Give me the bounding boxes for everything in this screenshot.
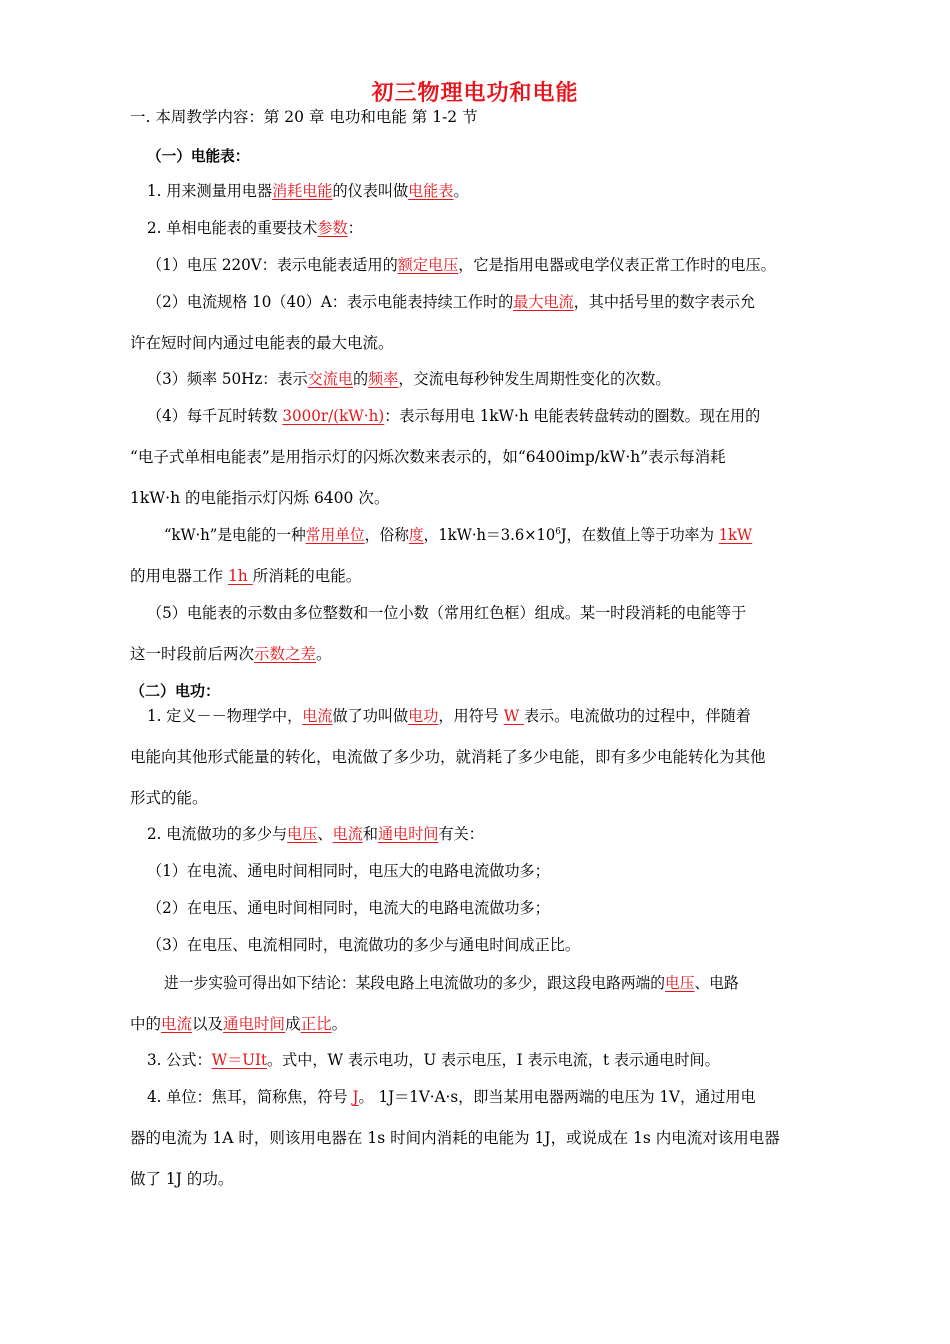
keyword: 交流电: [307, 370, 354, 388]
intro-line: 一. 本周教学内容：第 20 章 电功和电能 第 1-2 节: [130, 108, 478, 126]
paragraph-s1-2: 2. 单相电能表的重要技术参数：: [147, 219, 363, 237]
paragraph-s1-5: （3）频率 50Hz：表示交流电的频率，交流电每秒钟发生周期性变化的次数。: [147, 370, 671, 388]
keyword: 1h: [227, 567, 253, 585]
keyword: 电能表: [408, 182, 454, 200]
keyword: W: [503, 707, 525, 725]
section-1-heading: （一）电能表：: [147, 147, 250, 165]
keyword: 度: [408, 526, 424, 544]
keyword: 常用单位: [305, 526, 365, 544]
keyword: 消耗电能: [272, 182, 333, 200]
section-2-heading: （二）电功：: [130, 682, 221, 700]
keyword: 电流: [332, 825, 363, 843]
paragraph-s1-4: （2）电流规格 10（40）A：表示电能表持续工作时的最大电流，其中括号里的数字表示允: [147, 293, 756, 311]
paragraph-s1-8-cont: 这一时段前后两次示数之差。: [130, 645, 332, 663]
paragraph-s2-3: （1）在电流、通电时间相同时，电压大的电路电流做功多；: [147, 862, 550, 880]
keyword: 电流: [302, 707, 333, 725]
keyword: 电功: [408, 707, 439, 725]
paragraph-s1-8: （5）电能表的示数由多位整数和一位小数（常用红色框）组成。某一时段消耗的电能等于: [147, 604, 747, 622]
keyword: 示数之差: [254, 645, 317, 663]
paragraph-s2-1-cont2: 形式的能。: [130, 789, 208, 807]
keyword: W＝UIt: [211, 1051, 268, 1069]
paragraph-s1-7: “kW·h”是电能的一种常用单位，俗称度，$1kW\cdot h=3.6\times 10^6J$，在数值上等于功率为 1kW: [164, 526, 753, 544]
paragraph-s2-7: 3. 公式：W＝UIt。式中，W 表示电功，U 表示电压，I 表示电流，t 表示通电时间。: [147, 1051, 720, 1069]
paragraph-s2-1-cont: 电能向其他形式能量的转化，电流做了多少功，就消耗了多少电能，即有多少电能转化为其他: [130, 748, 766, 766]
paragraph-s1-3: （1）电压 220V：表示电能表适用的额定电压，它是指用电器或电学仪表正常工作时的电压。: [147, 256, 776, 274]
keyword: 电压: [665, 974, 695, 992]
paragraph-s2-4: （2）在电压、通电时间相同时，电流大的电路电流做功多；: [147, 899, 550, 917]
paragraph-s1-6: （4）每千瓦时转数 3000r/(kW·h)：表示每用电 1kW·h 电能表转盘转动的圈数。现在用的: [147, 407, 761, 425]
keyword: 最大电流: [513, 293, 574, 311]
paragraph-s2-5: （3）在电压、电流相同时，电流做功的多少与通电时间成正比。: [147, 936, 580, 954]
paragraph-s2-8: 4. 单位：焦耳，简称焦，符号 J。 1J＝1V·A·s，即当某用电器两端的电压为 1V，通过用电: [147, 1088, 756, 1106]
paragraph-s1-7-cont: 的用电器工作 1h 所消耗的电能。: [130, 567, 362, 585]
paragraph-s2-8-cont2: 做了 1J 的功。: [130, 1170, 234, 1188]
paragraph-s1-6-cont2: 1kW·h 的电能指示灯闪烁 6400 次。: [130, 489, 390, 507]
keyword: J: [352, 1088, 359, 1106]
paragraph-s2-8-cont: 器的电流为 1A 时，则该用电器在 1s 时间内消耗的电能为 1J，或说成在 1s 内电流对该用电器: [130, 1129, 780, 1147]
keyword: 3000r/(kW·h): [282, 407, 385, 425]
keyword: 通电时间: [223, 1015, 286, 1033]
paragraph-s2-6-cont: 中的电流以及通电时间成正比。: [130, 1015, 348, 1033]
keyword: 额定电压: [397, 256, 459, 274]
paragraph-s2-1: 1. 定义－－物理学中，电流做了功叫做电功，用符号 W 表示。电流做功的过程中，伴随着: [147, 707, 751, 725]
keyword: 通电时间: [377, 825, 439, 843]
page-title: 初三物理电功和电能: [371, 81, 579, 106]
keyword: 电流: [161, 1015, 193, 1033]
paragraph-s1-4-cont: 许在短时间内通过电能表的最大电流。: [130, 334, 394, 352]
paragraph-s2-6: 进一步实验可得出如下结论：某段电路上电流做功的多少，跟这段电路两端的电压、电路: [164, 974, 739, 992]
paragraph-s1-6-cont: “电子式单相电能表”是用指示灯的闪烁次数来表示的，如“6400imp/kW·h”表示每消耗: [130, 448, 726, 466]
paragraph-s2-2: 2. 电流做功的多少与电压、电流和通电时间有关：: [147, 825, 484, 843]
keyword: 参数: [317, 219, 348, 237]
keyword: 1kW: [718, 526, 753, 544]
paragraph-s1-1: 1. 用来测量用电器消耗电能的仪表叫做电能表。: [147, 182, 469, 200]
keyword: 电压: [287, 825, 318, 843]
keyword: 正比: [300, 1015, 332, 1033]
keyword: 频率: [368, 370, 399, 388]
